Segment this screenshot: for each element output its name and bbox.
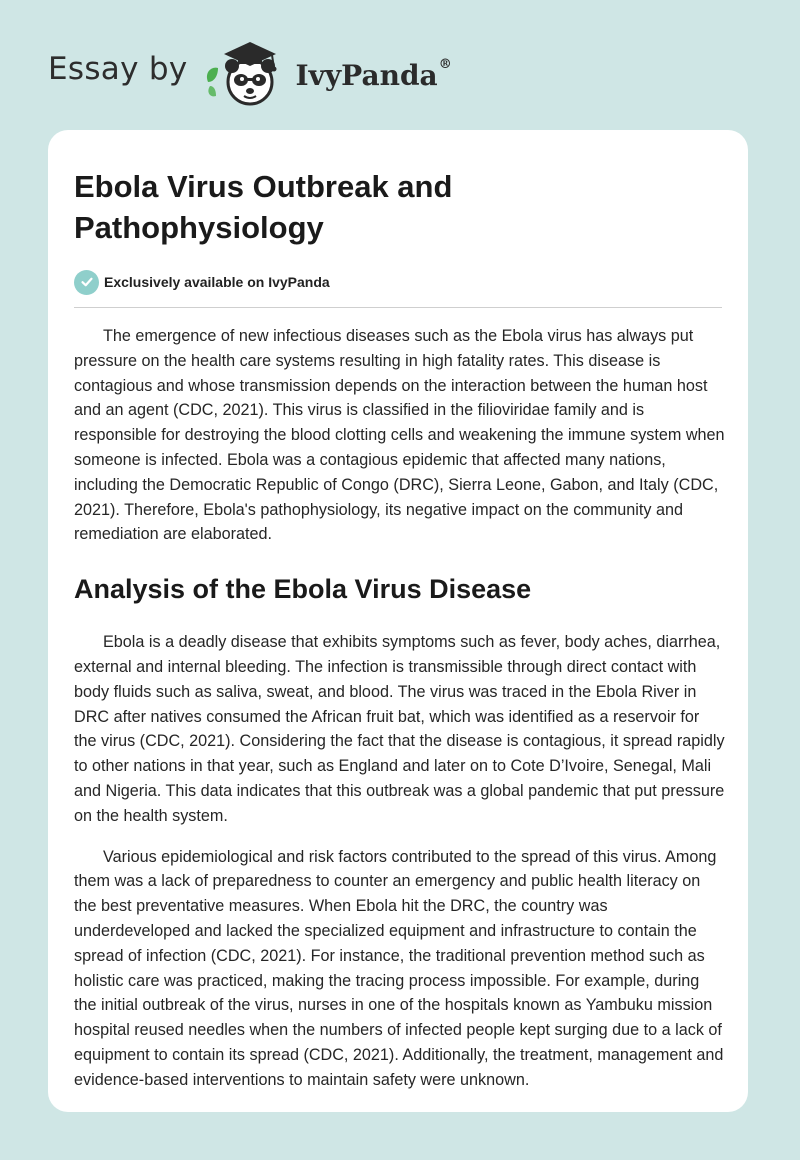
exclusive-label: Exclusively available on IvyPanda (104, 274, 330, 290)
site-header (48, 36, 468, 110)
divider (74, 307, 722, 308)
intro-paragraph: The emergence of new infectious diseases such as the Ebola virus has always put pressure on the health care systems resulting in high fatality rates. This disease is contagious and whose transmission depends on the interaction between the human host and an agent (CDC, 2021). This virus is classified in the filioviridae family and is responsible for destroying the blood clotting cells and weakening the immune system when someone is infected. Ebola was a contagious epidemic that affected many nations, including the Democratic Republic of Congo (DRC), Sierra Leone, Gabon, and Italy (CDC, 2021). Therefore, Ebola's pathophysiology, its negative impact on the community and remediation are elaborated. (74, 327, 725, 544)
essay-card (48, 130, 748, 1112)
brand-prefix: Essay by (48, 51, 188, 87)
body-paragraph: Ebola is a deadly disease that exhibits symptoms such as fever, body aches, diarrhea, external and internal bleeding. The infection is transmissible through direct contact with body fluids such as saliva, sweat, and blood. The virus was traced in the Ebola River in DRC after natives consumed the African fruit bat, which was identified as a reservoir for the virus (CDC, 2021). Considering the fact that the disease is contagious, it spread rapidly to other nations in that year, such as England and later on to Cote D’Ivoire, Senegal, Mali and Nigeria. This data indicates that this outbreak was a global pandemic that put pressure on the health system. (74, 633, 725, 825)
registered-mark: ® (438, 56, 452, 72)
exclusive-badge (74, 268, 722, 296)
panda-logo-icon[interactable] (202, 36, 290, 110)
check-circle-icon (74, 270, 99, 295)
section-heading: Analysis of the Ebola Virus Disease (74, 574, 532, 605)
body-paragraph: Various epidemiological and risk factors contributed to the spread of this virus. Among them was a lack of preparedness to counter an emergency and public health literacy on the best preventative measures. When Ebola hit the DRC, the country was underdeveloped and lacked the specialized equipment and infrastructure to contain the spread of infection (CDC, 2021). For instance, the traditional prevention method such as holistic care was practiced, making the tracing process impossible. For example, during the initial outbreak of the virus, nurses in one of the hospitals known as Yambuku mission hospital reused needles when the numbers of infected people kept surging due to a lack of equipment to contain its spread (CDC, 2021). Additionally, the treatment, management and evidence-based interventions to maintain safety were unknown. (74, 847, 724, 1089)
brand-name[interactable]: IvyPanda® (295, 56, 452, 92)
page-title: Ebola Virus Outbreak and Pathophysiology (74, 169, 453, 245)
